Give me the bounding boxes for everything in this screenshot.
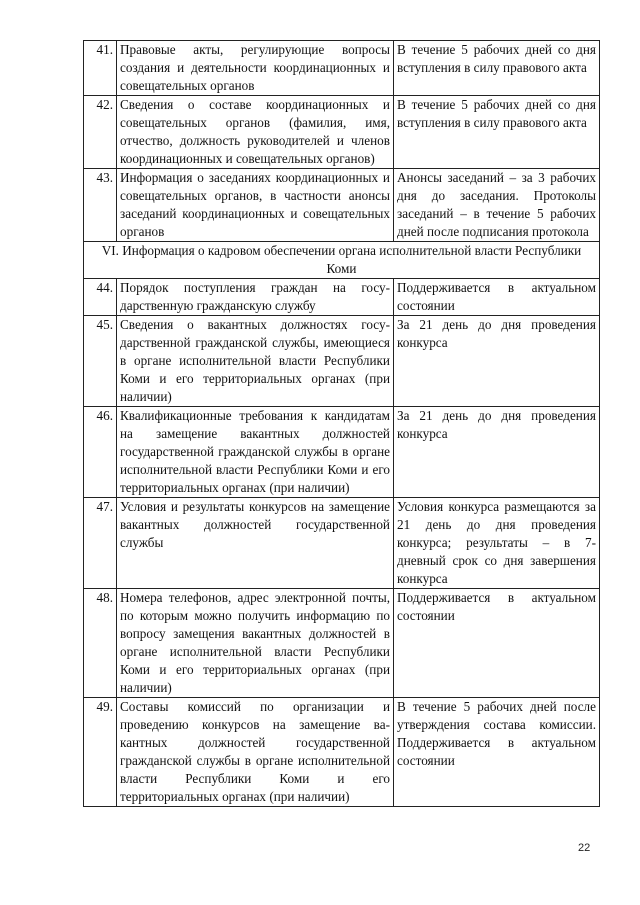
table-row — [84, 589, 600, 698]
row-term: Условия конкурса размещаются за 21 день до дня проведения конкурса; результаты – в 7-дневный срок со дня завершения конкурса — [394, 498, 600, 589]
row-term: Анонсы заседаний – за 3 рабочих дня до заседания. Протоколы заседаний – в течение 5 рабочих дней после подписания протокола — [394, 169, 600, 242]
row-description: Правовые акты, регулирующие вопросы создания и деятельности координационных и совещательных органов — [117, 41, 394, 96]
row-term: Поддерживается в актуальном состоянии — [394, 589, 600, 698]
page-number: 22 — [578, 842, 591, 854]
row-description: Квалификационные требования к кандидатам на замещение вакантных должностей государственной гражданской службы в органе исполнительной власти Республики Коми и его территориальных органах (при наличии) — [117, 407, 394, 498]
row-term: В течение 5 рабочих дней после утверждения состава комиссии. Поддерживается в актуальном состоянии — [394, 698, 600, 807]
document-table — [83, 40, 600, 807]
row-term: Поддерживается в актуальном состоянии — [394, 279, 600, 316]
row-description: Информация о заседаниях координационных и совещательных органов, в частности анонсы заседаний координационных и совещательных органов — [117, 169, 394, 242]
table-row — [84, 407, 600, 498]
row-term: За 21 день до дня проведения конкурса — [394, 407, 600, 498]
row-term: За 21 день до дня проведения конкурса — [394, 316, 600, 407]
row-description: Составы комиссий по организации и проведению конкурсов на замещение вакантных должностей государственной гражданской службы в органе исполнительной власти Республики Коми и его территориальных органах (при наличии) — [117, 698, 394, 807]
row-description: Порядок поступления граждан на государственную гражданскую службу — [117, 279, 394, 316]
table-row — [84, 498, 600, 589]
row-number: 42. — [84, 96, 117, 169]
row-description: Сведения о вакантных должностях государственной гражданской службы, имеющиеся в органе исполнительной власти Республики Коми и его территориальных органах (при наличии) — [117, 316, 394, 407]
row-number: 43. — [84, 169, 117, 242]
table-row — [84, 698, 600, 807]
table-row — [84, 96, 600, 169]
row-number: 46. — [84, 407, 117, 498]
row-number: 48. — [84, 589, 117, 698]
table-row — [84, 41, 600, 96]
table-row — [84, 279, 600, 316]
row-description: Условия и результаты конкурсов на замещение вакантных должностей государственной службы — [117, 498, 394, 589]
row-number: 49. — [84, 698, 117, 807]
section-heading-row — [84, 242, 600, 279]
row-term: В течение 5 рабочих дней со дня вступления в силу правового акта — [394, 96, 600, 169]
row-description: Номера телефонов, адрес электронной почты, по которым можно получить информацию по вопросу замещения вакантных должностей в органе исполнительной власти Республики Коми и его территориальных органах (при наличии) — [117, 589, 394, 698]
section-heading: VI. Информация о кадровом обеспечении органа исполнительной власти Республики Коми — [84, 242, 600, 279]
row-number: 41. — [84, 41, 117, 96]
row-number: 44. — [84, 279, 117, 316]
row-description: Сведения о составе координационных и совещательных органов (фамилия, имя, отчество, должность руководителей и членов координационных и совещательных органов) — [117, 96, 394, 169]
row-number: 45. — [84, 316, 117, 407]
row-number: 47. — [84, 498, 117, 589]
row-term: В течение 5 рабочих дней со дня вступления в силу правового акта — [394, 41, 600, 96]
table-row — [84, 169, 600, 242]
table-row — [84, 316, 600, 407]
